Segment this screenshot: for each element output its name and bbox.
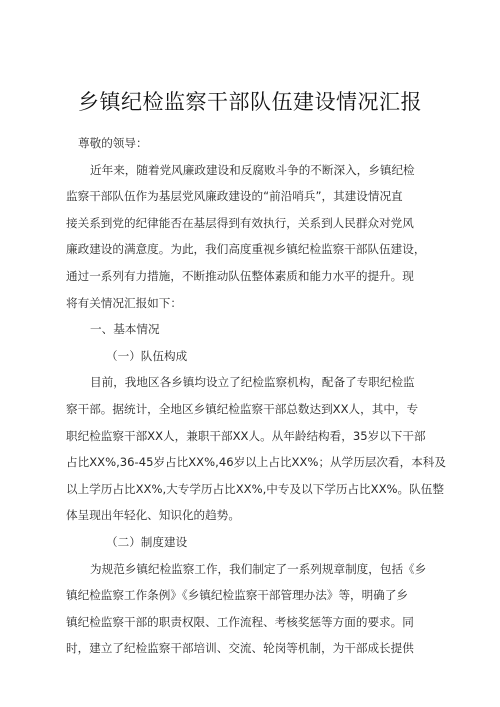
intro-line: 监察干部队伍作为基层党风廉政建设的“前沿哨兵”，其建设情况直 xyxy=(66,189,403,204)
subheading-system-building: （二）制度建设 xyxy=(106,534,188,549)
paragraph-line: 镇纪检监察干部的职责权限、工作流程、考核奖惩等方面的要求。同 xyxy=(66,614,414,629)
system-building-paragraph xyxy=(66,556,434,662)
intro-line: 廉政建设的满意度。为此，我们高度重视乡镇纪检监察干部队伍建设， xyxy=(66,242,426,257)
paragraph-line: 察干部。据统计，全地区乡镇纪检监察干部总数达到XX人，其中，专 xyxy=(66,401,419,416)
team-composition-paragraph xyxy=(66,369,446,529)
paragraph-line: 体呈现出年轻化、知识化的趋势。 xyxy=(66,508,240,523)
paragraph-line: 目前，我地区各乡镇均设立了纪检监察机构，配备了专职纪检监 xyxy=(90,375,415,390)
document-title: 乡镇纪检监察干部队伍建设情况汇报 xyxy=(78,90,422,114)
paragraph-line: 占比XX%,36-45岁占比XX%,46岁以上占比XX%；从学历层次看，本科及 xyxy=(66,455,446,470)
paragraph-line: 镇纪检监察工作条例》《乡镇纪检监察干部管理办法》等，明确了乡 xyxy=(66,588,409,603)
intro-line: 通过一系列有力措施，不断推动队伍整体素质和能力水平的提升。现 xyxy=(66,268,414,283)
intro-paragraph xyxy=(66,157,434,317)
intro-line: 接关系到党的纪律能否在基层得到有效执行，关系到人民群众对党风 xyxy=(66,215,414,230)
paragraph-line: 时，建立了纪检监察干部培训、交流、轮岗等机制，为干部成长提供 xyxy=(66,641,414,656)
subheading-team-composition: （一）队伍构成 xyxy=(106,348,188,363)
intro-line: 将有关情况汇报如下： xyxy=(66,295,182,310)
paragraph-line: 职纪检监察干部XX人，兼职干部XX人。从年龄结构看，35岁以下干部 xyxy=(66,428,426,443)
greeting: 尊敬的领导： xyxy=(78,136,148,150)
paragraph-line: 为规范乡镇纪检监察工作，我们制定了一系列规章制度，包括《乡 xyxy=(90,561,427,576)
intro-line: 近年来，随着党风廉政建设和反腐败斗争的不断深入，乡镇纪检 xyxy=(90,162,415,177)
section-heading-basic: 一、基本情况 xyxy=(90,322,160,337)
paragraph-line: 以上学历占比XX%,大专学历占比XX%,中专及以下学历占比XX%。队伍整 xyxy=(66,481,444,496)
